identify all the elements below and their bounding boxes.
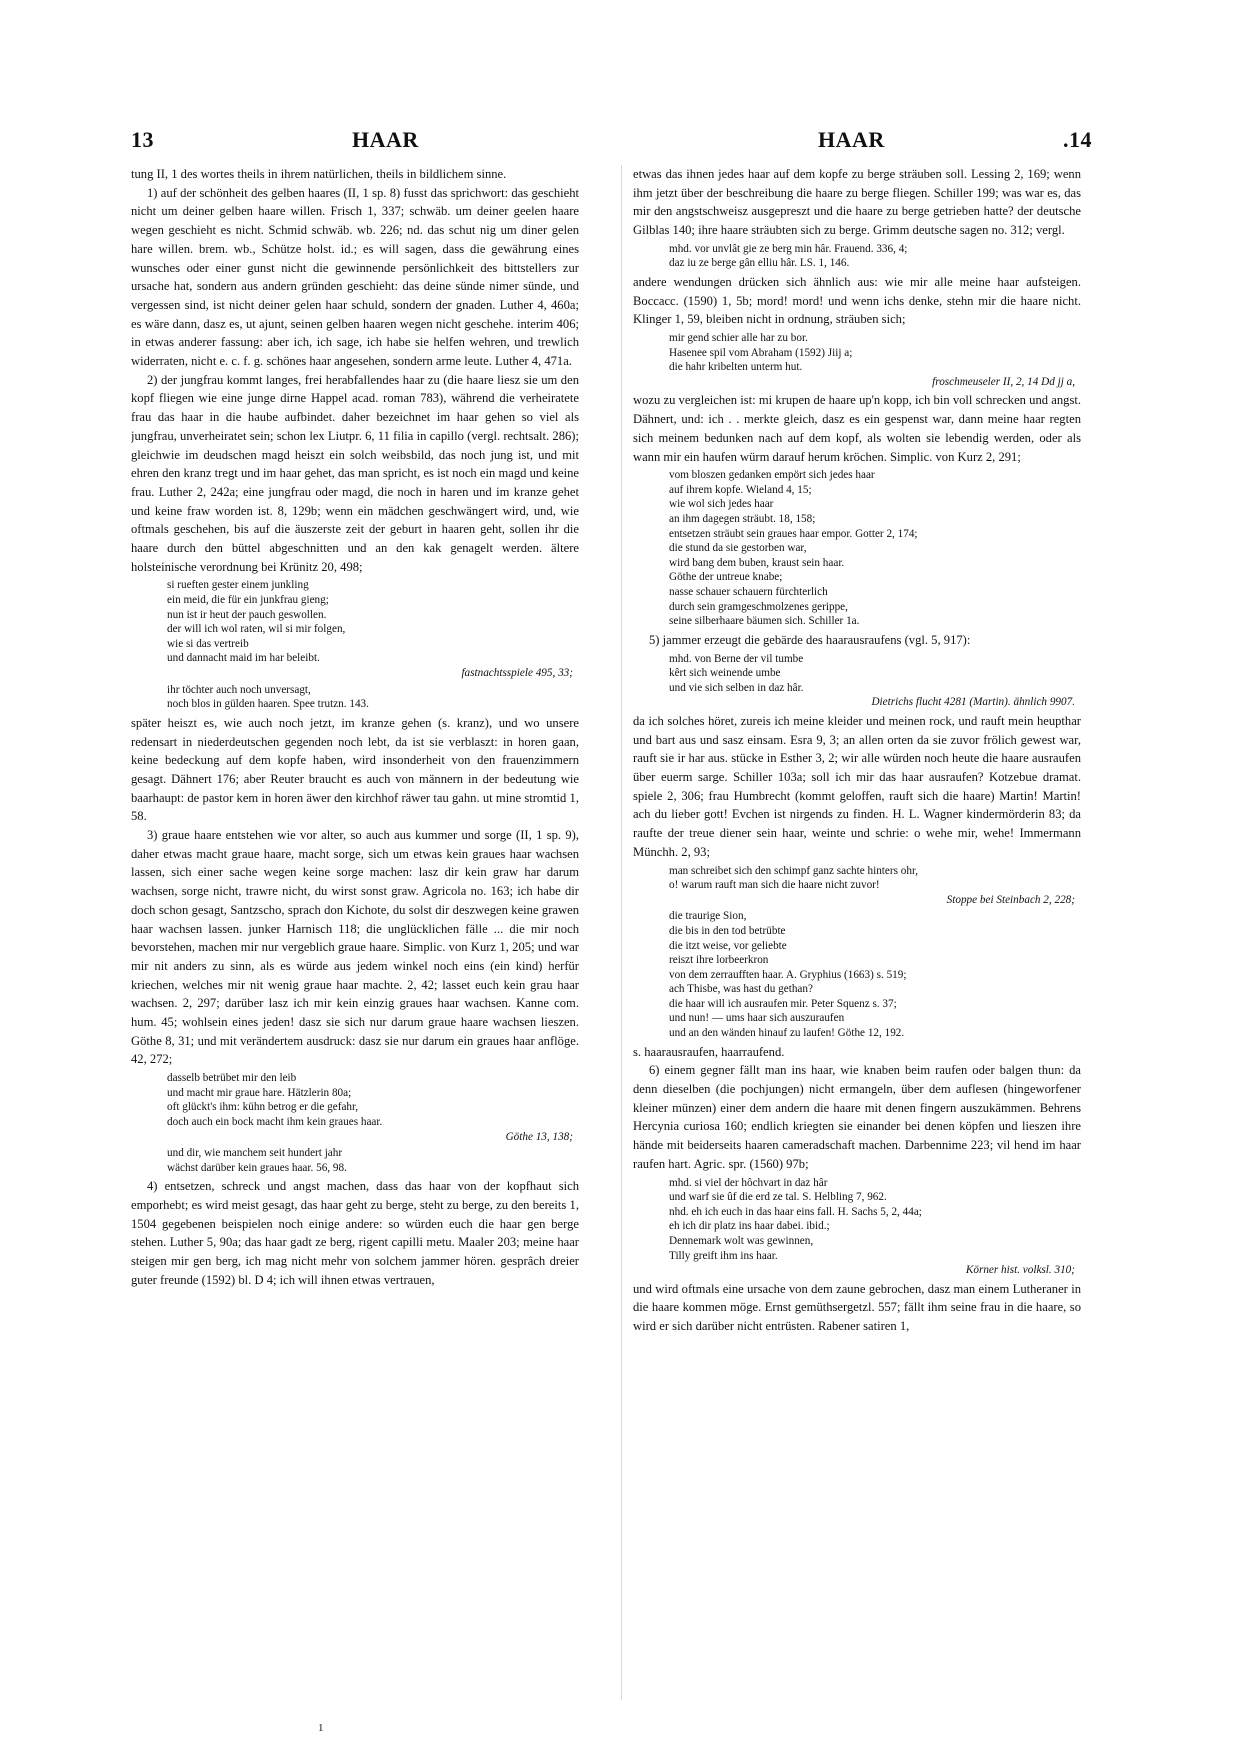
quotation-source: froschmeuseler II, 2, 14 Dd jj a, — [932, 375, 1075, 388]
verse-quotation — [633, 242, 1081, 271]
entry-paragraph: wozu zu vergleichen ist: mi krupen de haare up'n kopp, ich bin voll schrecken und angst. Dähnert, und: ich . . merkte gleich, dasz es ein gespenst war, dann meine haar regten sich meinem bedunken nach auf dem kopf, als wolten sie lebendig werden, oder als wann mir ein haufen würm darauf herum kröchen. Simplic. von Kurz 2, 291; — [633, 393, 1081, 464]
entry-paragraph: 2) der jungfrau kommt langes, frei herabfallendes haar zu (die haare liesz sie um den kopf fliegen wie eine junge dirne Happel acad. roman 783), während die verheiratete frau das haar in die haube aufbindet. daher bezeichnet im haar gehen so viel als jungfrau, unverheiratet sein; schon lex Liutpr. 6, 11 filia in capillo (vergl. rechtsalt. 286); gleichwie im deudschen magd heiszt ein solch weibsbild, das noch jung ist, und mit ehren den kranz tregt und im haar gehet, das man spricht, es ist noch ein magd und keine frau. Luther 2, 242a; eine jungfrau oder magd, die noch in haren und im kranze gehet und keine fraw worden ist. 8, 129b; wenn ein mädchen geschwängert wird, und, wie oftmals geschehen, bis auf die äuszerste zeit der geburt in haaren geht, sollen ihr die haare durch den büttel abgeschnitten und an den kak genagelt werden. ältere holsteinische verordnung bei Krünitz 20, 498; — [131, 372, 579, 574]
verse-line: seine silberhaare bäumen sich. Schiller 1a. — [669, 615, 860, 628]
verse-line: wie wol sich jedes haar — [669, 498, 774, 511]
verse-line: und vie sich selben in daz hâr. — [669, 681, 804, 694]
entry-paragraph: 3) graue haare entstehen wie vor alter, so auch aus kummer und sorge (II, 1 sp. 9), daher etwas macht graue haare, macht sorge, sich um etwas kein graues haar wachsen lassen, sich einer sache wegen keine sorge machen: lasz dir kein graw har darum wachsen, sorge nicht, trawre nicht, du wirst sonst graw. Agricola no. 163; ich habe dir doch schon gesagt, Santzscho, sprach don Kichote, du solst dir deszwegen keine grawen haar wachsen lassen. junker Harnisch 118; die unglücklichen fälle ... die mir noch bevorstehen, machen mir nur vergeblich graue haare. Simplic. von Kurz 1, 205; und war mir nit anders zu sinn, als es würde aus jedem winkel noch eins (ein kind) herfür kriechen, welches mir nit wenig graue haar machte. 2, 42; lasset euch kein grau haar wachsen. 2, 297; darüber lasz ich mir kein einzig graues haar wachsen. Kanne com. hum. 45; wohlsein eines jeden! dasz sie sich nur darum graue haare wachsen lieszen. Göthe 8, 31; und mit verändertem ausdruck: dasz sie nur darum ein graues haar anflöge. 42, 272; — [131, 828, 579, 1067]
verse-quotation — [633, 652, 1081, 710]
entry-paragraph: später heiszt es, wie auch noch jetzt, im kranze gehen (s. kranz), und wo unsere redensart in niederdeutschen gegenden noch lebt, da ist sie verblaszt: in horen gaan, keine bedeckung auf dem kopfe haben, wird insonderheit von den frauenzimmern gesagt. Dähnert 176; aber Reuter braucht es auch von männern in der bedeutung wie baarhaupt: de pastor kem in horen äwer den kirchhof räwer tau gahn. ut mine stromtid 1, 58. — [131, 715, 579, 824]
right-column — [633, 165, 1081, 1725]
verse-quotation — [633, 864, 1081, 908]
verse-line: die bis in den tod betrübte — [669, 924, 786, 937]
entry-paragraph: andere wendungen drücken sich ähnlich aus: wie mir alle meine haar aufsteigen. Boccacc. (1590) 1, 5b; mord! mord! und wenn ichs denke, stehn mir die haare nicht. Klinger 1, 59, bleiben nicht in ordnung, sträuben sich; — [633, 275, 1081, 327]
verse-line: vom bloszen gedanken empört sich jedes haar — [669, 469, 875, 482]
entry-paragraph: s. haarausraufen, haarraufend. — [633, 1044, 785, 1059]
verse-line: mir gend schier alle har zu bor. — [669, 332, 808, 345]
quotation-source: fastnachtsspiele 495, 33; — [461, 667, 573, 680]
verse-line: Hasenee spil vom Abraham (1592) Jiij a; — [669, 346, 853, 359]
verse-line: oft glückt's ihm: kühn betrog er die gefahr, — [167, 1101, 359, 1114]
verse-line: mhd. von Berne der vil tumbe — [669, 652, 804, 665]
verse-line: die stund da sie gestorben war, — [669, 542, 807, 555]
verse-line: und dir, wie manchem seit hundert jahr — [167, 1147, 343, 1160]
verse-line: wird bang dem buben, kraust sein haar. — [669, 556, 845, 569]
verse-quotation — [131, 578, 579, 680]
entry-paragraph: da ich solches höret, zureis ich meine kleider und meinen rock, und rauft mein heupthar und bart aus und sasz einsam. Esra 9, 3; an allen orten da sie zuvor frölich gewest war, rauft sie ir har aus. stücke in Esther 3, 2; wir alle würden noch heute die haare ausraufen über euerm sarge. Schiller 103a; soll ich mir das haar ausraufen? Kotzebue dramat. spiele 2, 306; frau Humbrecht (kommt geloffen, rauft sich die haare) Martin! Martin! ach du lieber gott! Evchen ist nirgends zu finden. H. L. Wagner kindermörderin 83; da raufte der treue diener sein haar, weinte und schrie: o wehe mir, wehe! Immermann Münchh. 2, 93; — [633, 713, 1081, 859]
verse-line: von dem zerraufften haar. A. Gryphius (1663) s. 519; — [669, 968, 907, 981]
entry-paragraph: 4) entsetzen, schreck und angst machen, dass das haar von der kopfhaut sich emporhebt; es wird meist gesagt, das haar geht zu berge, steht zu berge, zu den bereits 1, 1504 gegebenen beispielen noch einige andere: so würden euch die haar gen berge stehen. Luther 5, 90a; das haar gadt ze berg, rigent capilli metu. Maaler 203; meine haar steigen mir gen berg, ich mag nicht mehr von solchem jammer hören. gesprâch dreier guter freunde (1592) bl. D 4; ich will ihnen etwas vertrauen, — [131, 1179, 579, 1287]
entry-paragraph: etwas das ihnen jedes haar auf dem kopfe zu berge sträuben soll. Lessing 2, 169; wenn ihm jetzt über der beschreibung die haare zu berge fliegen. Schiller 199; was war es, das mir den angstschweisz ausgepreszt und die haare zu berge getrieben hatte? der deutsche Gilblas 140; ihre haare sträubten sich zu berge. Grimm deutsche sagen no. 312; vergl. — [633, 167, 1081, 238]
verse-line: o! warum rauft man sich die haare nicht zuvor! — [669, 879, 880, 892]
verse-line: nhd. eh ich euch in das haar eins fall. H. Sachs 5, 2, 44a; — [669, 1205, 922, 1218]
verse-quotation — [633, 909, 1081, 1040]
verse-line: kêrt sich weinende umbe — [669, 667, 781, 680]
verse-quotation — [633, 468, 1081, 629]
verse-line: wie si das vertreib — [167, 637, 249, 650]
verse-quotation — [131, 683, 579, 712]
quotation-source: Dietrichs flucht 4281 (Martin). ähnlich 9907. — [871, 696, 1075, 709]
verse-line: und warf sie ûf die erd ze tal. S. Helbling 7, 962. — [669, 1191, 887, 1204]
verse-line: und nun! — ums haar sich auszuraufen — [669, 1012, 845, 1025]
verse-quotation — [633, 1176, 1081, 1278]
verse-line: dasselb betrübet mir den leib — [167, 1072, 297, 1085]
quotation-source: Stoppe bei Steinbach 2, 228; — [946, 893, 1075, 906]
verse-line: die traurige Sion, — [669, 910, 747, 923]
verse-line: reiszt ihre lorbeerkron — [669, 954, 769, 967]
quotation-source: Körner hist. volksl. 310; — [965, 1264, 1075, 1277]
verse-line: wächst darüber kein graues haar. 56, 98. — [167, 1161, 347, 1174]
right-page-number: .14 — [1063, 127, 1092, 152]
left-page-number: 13 — [131, 127, 154, 152]
verse-line: mhd. si viel der hôchvart in daz hâr — [669, 1176, 828, 1189]
entry-paragraph: und wird oftmals eine ursache von dem zaune gebrochen, dasz man einem Lutheraner in die haare kommen möge. Ernst gemüthsergetzl. 557; fällt ihm seine frau in die haare, so wird er sich darüber nicht entrüsten. Rabener satiren 1, — [633, 1281, 1081, 1334]
verse-line: und an den wänden hinauf zu laufen! Göthe 12, 192. — [669, 1027, 905, 1040]
verse-line: nun ist ir heut der pauch geswollen. — [167, 608, 327, 621]
verse-line: und macht mir graue hare. Hätzlerin 80a; — [167, 1086, 352, 1099]
verse-quotation — [131, 1071, 579, 1144]
verse-line: doch auch ein bock macht ihm kein graues haar. — [167, 1115, 383, 1128]
entry-paragraph: 6) einem gegner fällt man ins haar, wie knaben beim raufen oder balgen thun: da denn dieselben (die pochjungen) nicht ermangeln, über dem auflesen (hingeworfener kleiner münzen) einer dem andern die haare mit denen fingern auszukämmen. Behrens Hercynia curiosa 160; endlich kriegten sie einander bei denen köpfen und lieszen ihre hände mit beiderseits haaren cameradschaft machen. Darbennime 223; vil hend im haar raufen hart. Agric. spr. (1560) 97b; — [633, 1063, 1081, 1171]
verse-line: eh ich dir platz ins haar dabei. ibid.; — [669, 1220, 830, 1233]
verse-line: die haar will ich ausraufen mir. Peter Squenz s. 37; — [669, 997, 897, 1010]
verse-line: mhd. vor unvlât gie ze berg min hâr. Frauend. 336, 4; — [669, 242, 908, 255]
right-running-title: HAAR — [818, 127, 885, 152]
verse-line: und dannacht maid im har beleibt. — [167, 652, 320, 665]
footer-mark: 1 — [318, 1722, 324, 1734]
verse-line: man schreibet sich den schimpf ganz sachte hinters ohr, — [669, 864, 919, 877]
verse-line: der will ich wol raten, wil si mir folgen, — [167, 623, 346, 636]
verse-line: ein meid, die für ein junkfrau gieng; — [167, 594, 329, 607]
entry-paragraph: 1) auf der schönheit des gelben haares (II, 1 sp. 8) fusst das sprichwort: das geschieht nicht um deiner gelben haare willen. Frisch 1, 337; schwäb. um deiner geelen haare wegen geschieht es nicht. Schmid schwäb. wb. 226; nd. das schut nig um diner gelen hare willen. brem. wb., Schütze holst. id.; es will sagen, dass die gewährung eines wunsches oder einer gunst nicht die gewinnende persönlichkeit des bittstellers zur ursache hat, sondern aus andern gründen geschieht: das deine sünde nimer sünde, und vergessen sind, ist nicht deiner gelen haar schuld, sondern der gnaden. Luther 4, 460a; es wäre dann, dasz es, ut ajunt, seinen gelben haaren wegen nicht geschehe. interim 406; in etwas anderer fassung: aber ich, ich sage, ich habe sie helfen wehren, und trewlich widerraten, nicht e. c. f. g. schönes haar angesehen, sondern arme leute. Luther 4, 471a. — [131, 185, 579, 369]
entry-paragraph: 5) jammer erzeugt die gebärde des haarausraufens (vgl. 5, 917): — [649, 632, 971, 647]
verse-line: die itzt weise, vor geliebte — [669, 939, 787, 952]
verse-line: ihr töchter auch noch unversagt, — [167, 683, 311, 696]
verse-line: Göthe der untreue knabe; — [669, 571, 783, 584]
verse-line: durch sein gramgeschmolzenes gerippe, — [669, 600, 848, 613]
column-divider — [621, 165, 622, 1700]
entry-paragraph: tung II, 1 des wortes theils in ihrem natürlichen, theils in bildlichem sinne. — [131, 167, 507, 181]
verse-line: Dennemark wolt was gewinnen, — [669, 1234, 814, 1247]
verse-line: die hahr kribelten unterm hut. — [669, 361, 803, 374]
left-column — [131, 165, 579, 1725]
verse-line: Tilly greift ihm ins haar. — [669, 1249, 778, 1262]
verse-line: nasse schauer schauern fürchterlich — [669, 586, 828, 599]
verse-line: si rueften gester einem junkling — [167, 579, 309, 592]
left-running-title: HAAR — [352, 127, 419, 152]
verse-quotation — [131, 1146, 579, 1175]
verse-line: ach Thisbe, was hast du gethan? — [669, 983, 813, 996]
verse-line: an ihm dagegen sträubt. 18, 158; — [669, 513, 816, 526]
verse-line: auf ihrem kopfe. Wieland 4, 15; — [669, 483, 812, 496]
verse-quotation — [633, 331, 1081, 389]
verse-line: daz iu ze berge gân elliu hâr. LS. 1, 146. — [669, 257, 850, 270]
verse-line: entsetzen sträubt sein graues haar empor. Gotter 2, 174; — [669, 527, 918, 540]
quotation-source: Göthe 13, 138; — [505, 1130, 573, 1143]
verse-line: noch blos in gülden haaren. Spee trutzn. 143. — [167, 698, 369, 711]
